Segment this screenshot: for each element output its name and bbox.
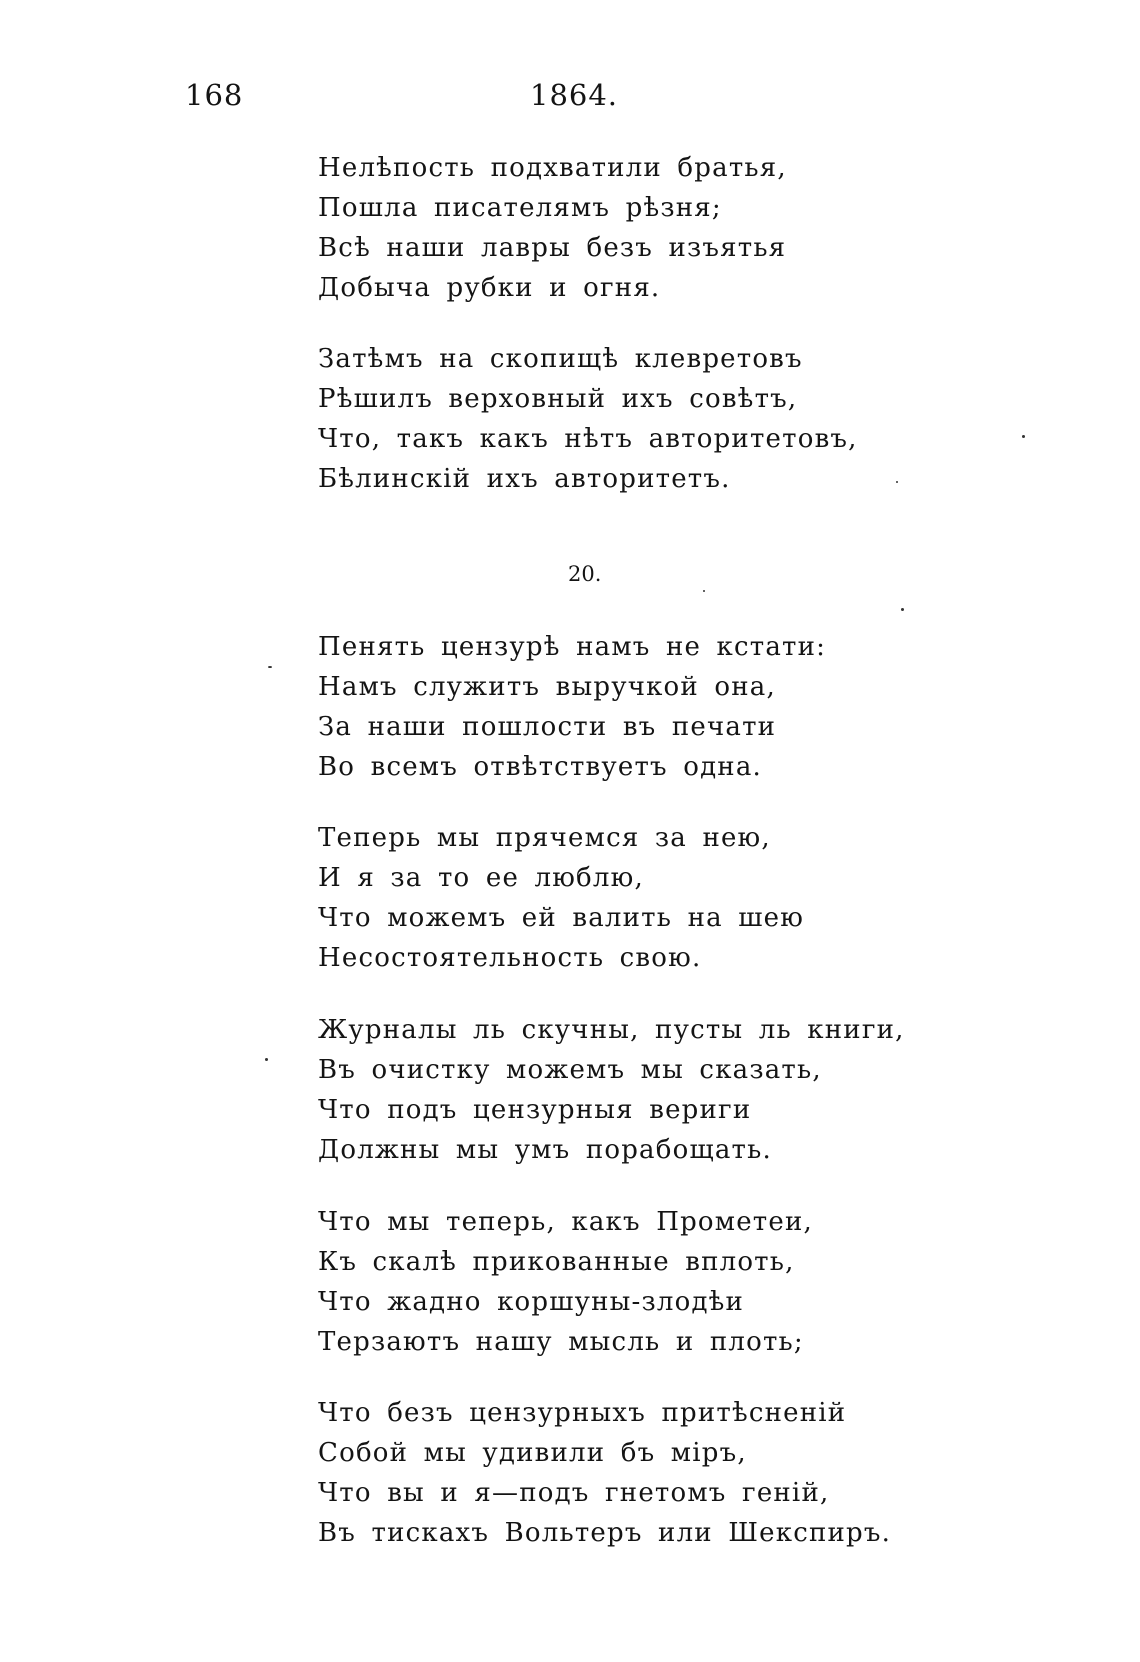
poem-number: 20. — [568, 562, 602, 586]
verse-line: Что вы и я—подъ гнетомъ геній, — [318, 1478, 830, 1508]
running-head-year: 1864. — [530, 78, 619, 112]
stanza — [318, 818, 804, 978]
verse-line: И я за то ее люблю, — [318, 863, 644, 893]
verse-line: Собой мы удивили бъ міръ, — [318, 1438, 747, 1468]
verse-line: Намъ служитъ выручкой она, — [318, 672, 776, 702]
scan-speck — [901, 608, 904, 611]
verse-line: Добыча рубки и огня. — [318, 273, 661, 303]
verse-line: Всѣ наши лавры безъ изъятья — [318, 233, 787, 263]
verse-line: Въ очистку можемъ мы сказать, — [318, 1055, 822, 1085]
verse-line: Что, такъ какъ нѣтъ авторитетовъ, — [318, 424, 858, 454]
scan-speck — [268, 666, 272, 668]
verse-line: Что жадно коршуны-злодѣи — [318, 1287, 745, 1317]
scan-speck — [703, 590, 705, 592]
verse-line: Что можемъ ей валить на шею — [318, 903, 805, 933]
stanza — [318, 627, 826, 787]
scan-speck — [265, 1058, 268, 1061]
verse-line: Должны мы умъ порабощать. — [318, 1135, 772, 1165]
scan-speck — [896, 481, 898, 483]
verse-line: Нелѣпость подхватили братья, — [318, 153, 787, 183]
verse-line: Журналы ль скучны, пусты ль книги, — [318, 1015, 905, 1045]
verse-line: Что мы теперь, какъ Прометеи, — [318, 1207, 813, 1237]
stanza — [318, 339, 858, 499]
verse-line: Пошла писателямъ рѣзня; — [318, 193, 722, 223]
stanza — [318, 148, 787, 308]
verse-line: Терзаютъ нашу мысль и плоть; — [318, 1327, 804, 1357]
verse-line: Во всемъ отвѣтствуетъ одна. — [318, 752, 762, 782]
verse-line: Къ скалѣ прикованные вплоть, — [318, 1247, 795, 1277]
stanza — [318, 1010, 905, 1170]
scan-speck — [1022, 435, 1025, 438]
verse-line: Несостоятельность свою. — [318, 943, 702, 973]
page-number: 168 — [185, 78, 244, 112]
verse-line: Бѣлинскій ихъ авторитетъ. — [318, 464, 731, 494]
verse-line: Въ тискахъ Вольтеръ или Шекспиръ. — [318, 1518, 892, 1548]
verse-line: Пенять цензурѣ намъ не кстати: — [318, 632, 827, 662]
stanza — [318, 1202, 813, 1362]
verse-line: Что подъ цензурныя вериги — [318, 1095, 752, 1125]
stanza — [318, 1393, 891, 1553]
verse-line: За наши пошлости въ печати — [318, 712, 777, 742]
verse-line: Что безъ цензурныхъ притѣсненій — [318, 1398, 847, 1428]
verse-line: Теперь мы прячемся за нею, — [318, 823, 771, 853]
verse-line: Рѣшилъ верховный ихъ совѣтъ, — [318, 384, 798, 414]
verse-line: Затѣмъ на скопищѣ клевретовъ — [318, 344, 803, 374]
